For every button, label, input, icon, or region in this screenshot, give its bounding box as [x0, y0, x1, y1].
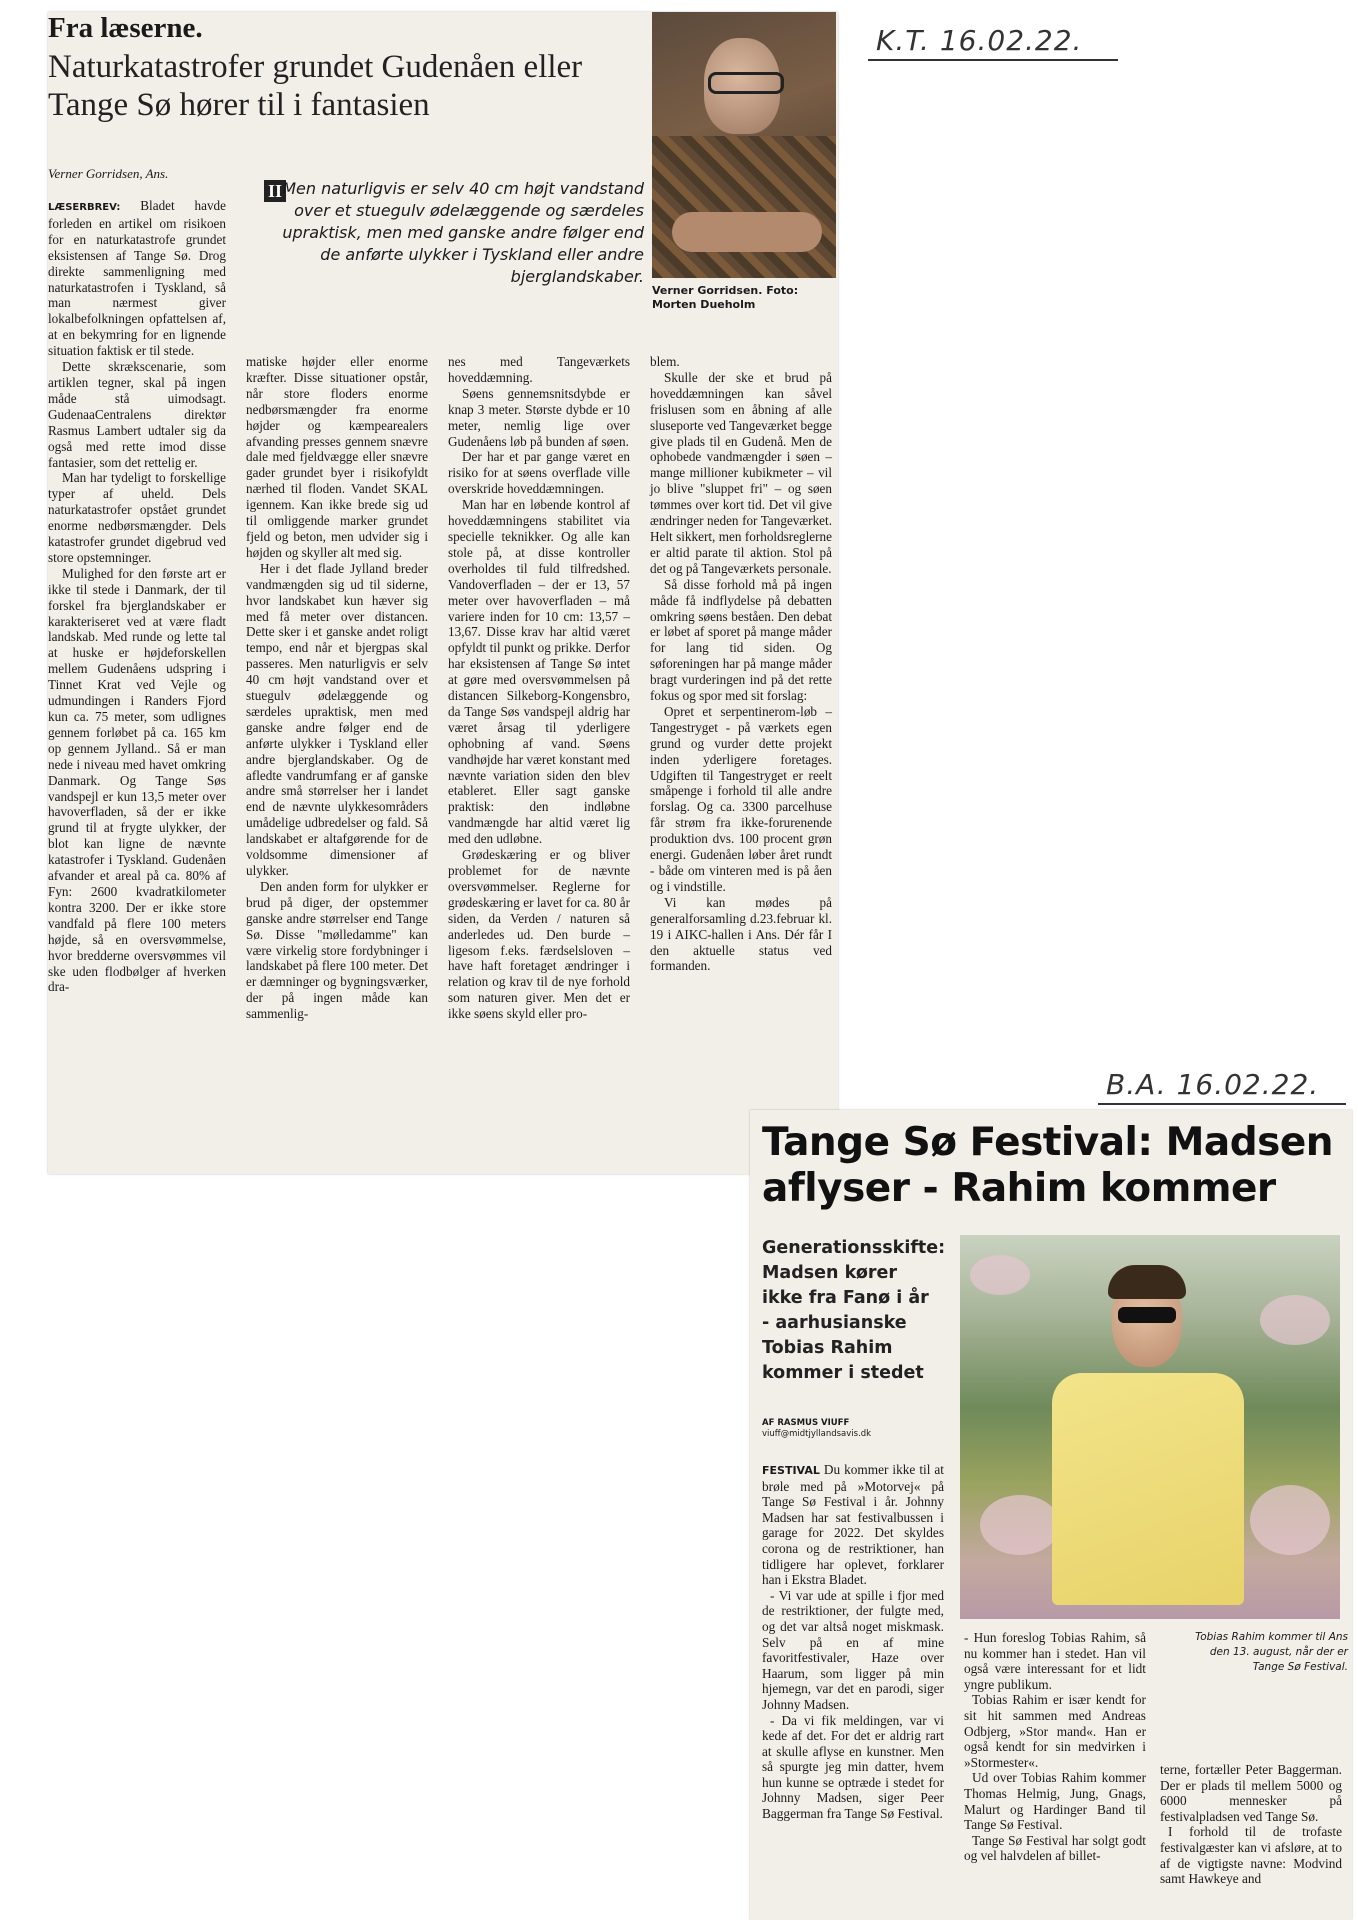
- paragraph: Du kommer ikke til at brøle med på »Motorvej« på Tange Sø Festival i år. Johnny Madsen har sat festivalbussen i garage for 2022. Det skyldes corona og de restriktioner, han tidligere har oplevet, forklarer han i Ekstra Bladet.: [762, 1462, 945, 1588]
- newspaper-clipping-festival: [750, 1110, 1352, 1920]
- handwritten-date-note: K.T. 16.02.22.: [868, 24, 1118, 61]
- article-column-1: [762, 1462, 944, 1822]
- newspaper-clipping-letter: [48, 12, 838, 1174]
- paragraph: Skulle der ske et brud på hoveddæmningen kan såvel frislusen som en åbning af alle sluseporte ved Tangeværket begge give plads til en Gudenå. Men de ophobede vandmængder i søen – mange millioner kubikmeter – vil jo blive "sluppet fri" – og søen tømmes over kort tid. Det vil give ændringer neden for Tangeværket. Helt sikkert, men forholdsreglerne er altid parate til aktion. Stol på det og på Tangeværkets personale.: [650, 369, 832, 576]
- section-kicker: Fra læserne.: [48, 12, 203, 44]
- paragraph: Grødeskæring er og bliver problemet for de nævnte oversvømmelser. Reglerne for grødeskæring er lavet for ca. 80 år siden, da Verden / naturen så anderledes ud. Den burde – ligesom f.eks. færdselsloven – have haft foretaget ændringer i relation og krav til de nye forhold som naturen giver. Men det er ikke søens skyld eller pro-: [448, 847, 630, 1022]
- paragraph: nes med Tangeværkets hoveddæmning.: [448, 354, 630, 385]
- paragraph: Så disse forhold må på ingen måde få indflydelse på debatten omkring søens beståen. Den debat er løbet af sporet på mange måder for lang tid siden. Og søforeningen har på mange måder bragt vurderingen ind på det rette fokus og spor med sit forslag:: [650, 576, 832, 704]
- handwritten-date-note: B.A. 16.02.22.: [1098, 1068, 1346, 1105]
- lead-tag: FESTIVAL: [762, 1464, 820, 1477]
- paragraph: - Vi var ude at spille i fjor med de restriktioner, der fulgte med, og det var altså noget miskmask. Selv på en af mine favoritfestivaler, Haze over Haarum, som ligger på min hjemegn, var det en parodi, siger Johnny Madsen.: [762, 1587, 944, 1712]
- paragraph: I forhold til de trofaste festivalgæster kan vi afsløre, at to af de vigtigste navne: Modvind samt Hawkeye and: [1160, 1824, 1342, 1887]
- byline-name: AF RASMUS VIUFF: [762, 1418, 850, 1428]
- article-headline: Naturkatastrofer grundet Gudenåen eller Tange Sø hører til i fantasien: [48, 49, 583, 123]
- article-column-4: [650, 354, 832, 974]
- paragraph: Tange Sø Festival har solgt godt og vel halvdelen af billet-: [964, 1832, 1146, 1864]
- article-subheading: Generationsskifte: Madsen kører ikke fra Fanø i år - aarhusianske Tobias Rahim kommer i stedet: [762, 1238, 946, 1383]
- paragraph: Man har en løbende kontrol af hoveddæmningens stabilitet via specielle teknikker. Og alle kan stole på, at disse kontroller overholdes til fuld tilfredshed. Vandoverfladen – der er 13, 57 meter over havoverfladen – må variere inden for 10 cm: 13,57 – 13,67. Disse krav har altid været opfyldt til punkt og prikke. Derfor har eksistensen af Tange Sø intet at gøre med oversvømmelsen på distancen Silkeborg-Kongensbro, da Tange Søs vandspejl aldrig har været årsag til yderligere ophobning af vand. Søens vandhøjde har været konstant med nævnte variation siden den blev etableret. Eller sagt ganske praktisk: den indløbne vandmængde har altid været lig med den udløbne.: [448, 497, 630, 847]
- article-column-2: [964, 1630, 1146, 1864]
- article-headline: Tange Sø Festival: Madsen aflyser - Rahim kommer: [762, 1120, 1334, 1211]
- article-column-2: [246, 354, 428, 1022]
- paragraph: Der har et par gange været en risiko for at søens overflade ville overskride hoveddæmningen.: [448, 449, 630, 497]
- paragraph: Tobias Rahim er især kendt for sit hit sammen med Andreas Odbjerg, »Stor mand«. Han er også kendt for sin medvirken i »Stormester«.: [964, 1692, 1146, 1770]
- byline-email: viuff@midtjyllandsavis.dk: [762, 1429, 872, 1439]
- paragraph: Mulighed for den første art er ikke til stede i Danmark, der til forskel fra bjerglandskaber er karakteriseret ved at være fladt landskab. Med runde og lette tal at huske er højdeforskellen mellem Gudenåens udspring i Tinnet Krat ved Vejle og udmundingen i Randers Fjord kun ca. 75 meter, som udlignes gennem forløbet på ca. 165 km op gennem Jylland.. Så er man nede i niveau med havet omkring Danmark. Og Tange Søs vandspejl er kun 13,5 meter over havoverfladen, så der er ikke grund til at frygte ulykker, der blot kan ligne de nævnte katastrofer i Tyskland. Gudenåen afvander et areal på ca. 80% af Fyn: 2600 kvadratkilometer kontra 3200. Der er ikke store vandfald på flere 100 meters højde, så en oversvømmelse, hvor bredderne oversvømmes vil ske uden flodbølger af hverken dra-: [48, 565, 226, 995]
- paragraph: Søens gennemsnitsdybde er knap 3 meter. Største dybde er 10 meter, nemlig lige over Gudenåens løb på bunden af søen.: [448, 385, 630, 449]
- paragraph: Den anden form for ulykker er brud på diger, der opstemmer ganske andre størrelser end Tange Sø. Disse "mølledamme" kan være virkelig store fordybninger i landskabet på flere 100 meter. Det er dæmninger og bygningsværker, der på ingen måde kan sammenlig-: [246, 878, 428, 1022]
- byline: Verner Gorridsen, Ans.: [48, 166, 169, 181]
- photo-caption: Verner Gorridsen. Foto: Morten Dueholm: [652, 284, 799, 311]
- paragraph: Bladet havde forleden en artikel om risikoen for en naturkatastrofe grundet eksistensen af Tange Sø. Drog direkte sammenligning med naturkatastrofen i Tyskland, så man nærmest giver lokalbefolkningen opfattelsen af, at en bekymring for en lignende situation faktisk er til stede.: [48, 198, 226, 359]
- paragraph: Dette skrækscenarie, som artiklen tegner, skal på ingen måde stå uimodsagt. GudenaaCentralens direktør Rasmus Lambert udtaler sig da også med rette imod disse fantasier, som det rettelig er.: [48, 359, 226, 470]
- paragraph: Her i det flade Jylland breder vandmængden sig ud til siderne, hvor landskabet kun hæver sig med få meter over distancen. Dette sker i et ganske andet roligt tempo, end når et bjergpas skal passeres. Men naturligvis er selv 40 cm højt vandstand over et stuegulv ødelæggende og særdeles upraktisk, men med ganske andre følger end de anførte ulykker i Tyskland eller andre bjerglandskaber. Og de afledte vandrumfang er af ganske andre små størrelser her i landet end de nævnte ulykkesområders umådelige udbredelser og fald. Så landskabet er altafgørende for de voldsomme dimensioner af ulykker.: [246, 560, 428, 878]
- paragraph: - Hun foreslog Tobias Rahim, så nu kommer han i stedet. Han vil også være interessant for et lidt yngre publikum.: [964, 1630, 1146, 1692]
- paragraph: - Da vi fik meldingen, var vi kede af det. For det er aldrig rart at skulle aflyse en kunstner. Men så spurgte jeg min datter, hvem hun kunne se optræde i stedet for Johnny Madsen, siger Peer Baggerman fra Tange Sø Festival.: [762, 1712, 944, 1822]
- photo-caption: Tobias Rahim kommer til Ans den 13. august, når der er Tange Sø Festival.: [1195, 1631, 1348, 1673]
- article-column-3: [1160, 1762, 1342, 1887]
- author-photo: [652, 12, 836, 278]
- paragraph: Vi kan mødes på generalforsamling d.23.februar kl. 19 i AIKC-hallen i Ans. Dér får I den aktuelle status ved formanden.: [650, 894, 832, 974]
- artist-photo: [960, 1235, 1340, 1619]
- paragraph: Opret et serpentinerom-løb – Tangestryget - på værkets egen grund og vurder dette projekt inden yderligere foretages. Udgiften til Tangestryget er reelt småpenge i forhold til alle andre forslag. Og ca. 3300 parcelhuse får strøm fra ikke-forurenende produktion dvs. 100 procent grøn energi. Gudenåen løber året rundt - både om vinteren med is på åen og i vindstille.: [650, 703, 832, 894]
- byline: [762, 1418, 930, 1440]
- paragraph: Man har tydeligt to forskellige typer af uheld. Dels naturkatastrofer opstået grundet enorme nedbørsmængder. Dels katastrofer grundet digebrud ved store opstemninger.: [48, 470, 226, 565]
- paragraph: terne, fortæller Peter Baggerman. Der er plads til mellem 5000 og 6000 mennesker på festivalpladsen ved Tange Sø.: [1160, 1762, 1342, 1824]
- lead-tag: LÆSERBREV:: [48, 202, 121, 213]
- paragraph: blem.: [650, 354, 680, 369]
- paragraph: matiske højder eller enorme kræfter. Disse situationer opstår, når store floders enorme nedbørsmængder fra enorme højder og kæmpearealers afvanding presses gennem snævre dale med fjeldvægge eller snævre gader grundet byer i risikofyldt nærhed til floden. Vandet SKAL igennem. Kan ikke brede sig ud til omliggende marker grundet fjeld og beton, men udvider sig i højden og skyller alt med sig.: [246, 354, 428, 560]
- article-column-1: [48, 198, 226, 995]
- quote-mark-icon: II: [264, 180, 286, 202]
- pull-quote: Men naturligvis er selv 40 cm højt vandstand over et stuegulv ødelæggende og særdeles upraktisk, men med ganske andre følger end de anførte ulykker i Tyskland eller andre bjerglandskaber.: [282, 179, 644, 286]
- paragraph: Ud over Tobias Rahim kommer Thomas Helmig, Jung, Gnags, Malurt og Hardinger Band til Tange Sø Festival.: [964, 1770, 1146, 1833]
- article-column-3: [448, 354, 630, 1022]
